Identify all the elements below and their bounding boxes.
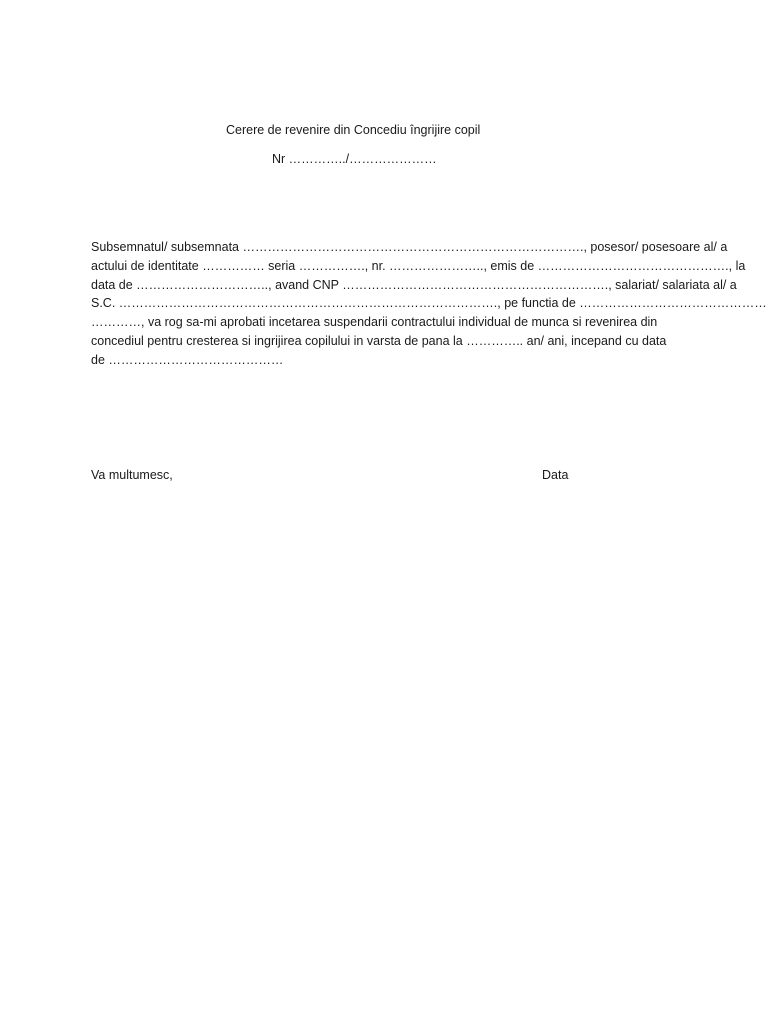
body-line: …………, va rog sa-mi aprobati incetarea suspendarii contractului individual de munca si revenirea din <box>91 315 658 330</box>
date-label: Data <box>542 468 569 482</box>
body-line: concediul pentru cresterea si ingrijirea copilului in varsta de pana la ………….. an/ ani, incepand cu data <box>91 333 667 348</box>
body-line: Subsemnatul/ subsemnata ………………………………………………………………………., posesor/ posesoare al/ a <box>91 240 728 254</box>
closing-text: Va multumesc, <box>91 468 173 482</box>
body-line: S.C. ………………………………………………………………………………., pe functia de ……………………………………… <box>91 296 767 311</box>
document-number-line: Nr …………../………………… <box>272 152 437 166</box>
document-title: Cerere de revenire din Concediu îngrijire copil <box>226 123 481 137</box>
body-line: de …………………………………… <box>91 352 284 367</box>
request-body <box>91 238 767 370</box>
body-line: data de ………………………….., avand CNP ………………………………………………………., salariat/ salariata al/ a <box>91 277 737 292</box>
body-line: actului de identitate …………… seria ……………., nr. ………………….., emis de ………………………………………., la <box>91 258 746 273</box>
